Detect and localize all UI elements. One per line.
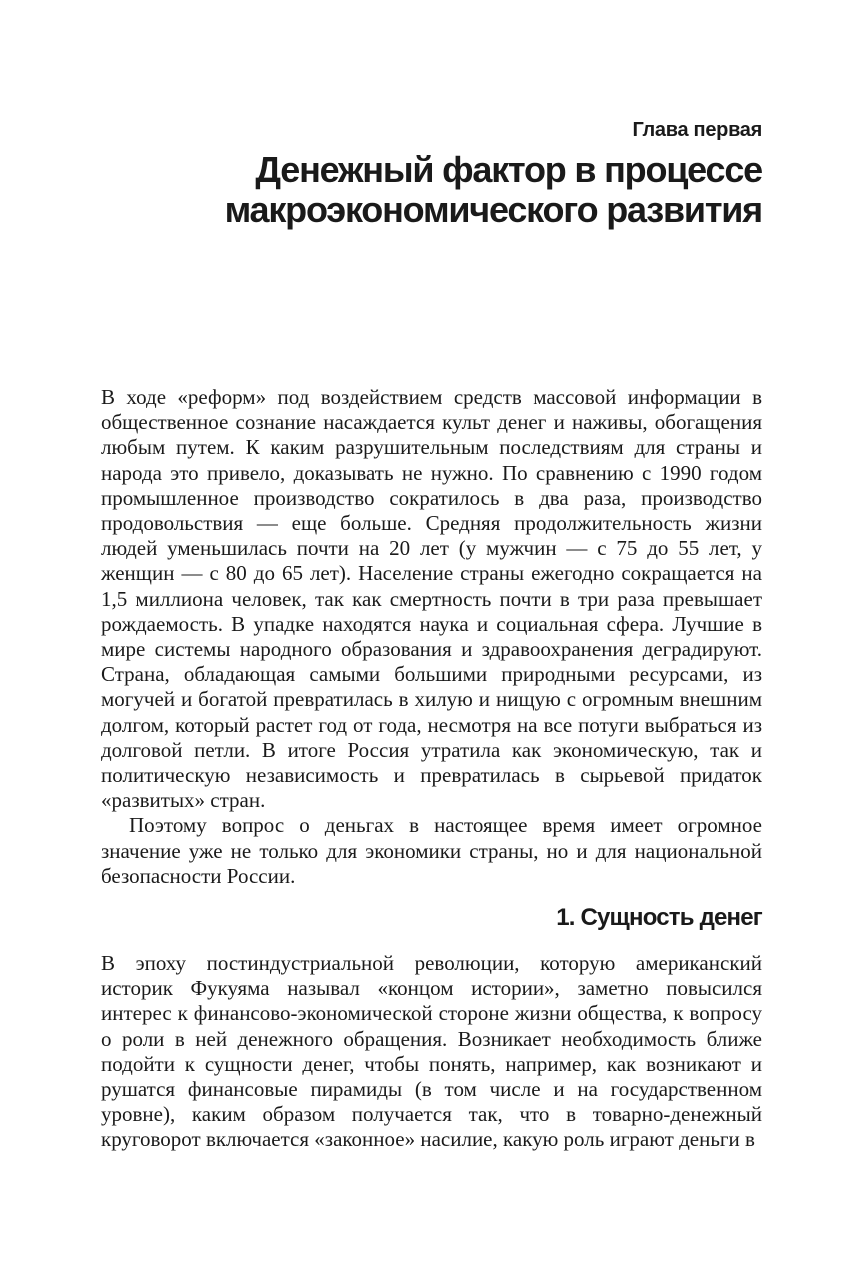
chapter-label: Глава первая [632, 119, 762, 141]
intro-text [101, 385, 762, 889]
chapter-header [225, 116, 762, 230]
intro-paragraph-1: В ходе «реформ» под воздействием средств массовой информации в общественное сознание насаждается культ денег и наживы, обогащения любым путем. К каким разрушительным последствиям для страны и народа это привело, доказывать не нужно. По сравнению с 1990 годом промышленное производство сократилось в два раза, производство продовольствия — еще больше. Средняя продолжительность жизни людей уменьшилась почти на 20 лет (у мужчин — с 75 до 55 лет, у женщин — с 80 до 65 лет). Население страны ежегодно сокращается на 1,5 миллиона человек, так как смертность почти в три раза превышает рождаемость. В упадке находятся наука и социальная сфера. Лучшие в мире системы народного образования и здравоохранения деградируют. Страна, обладающая самыми большими природными ресурсами, из могучей и богатой превратилась в хилую и нищую с огромным внешним долгом, который растет год от года, несмотря на все потуги выбраться из долговой петли. В итоге Россия утратила как экономическую, так и политическую независимость и превратилась в сырьевой придаток «развитых» стран. [101, 385, 762, 813]
intro-paragraph-2: Поэтому вопрос о деньгах в настоящее время имеет огромное значение уже не только для экономики страны, но и для национальной безопасности России. [101, 813, 762, 888]
section-text [101, 951, 762, 1153]
chapter-title [225, 150, 762, 230]
chapter-title-line-2: макроэкономического развития [224, 189, 762, 230]
section-paragraph-1: В эпоху постиндустриальной революции, которую американский историк Фукуяма называл «концом истории», заметно повысился интерес к финансово-экономической стороне жизни общества, к вопросу о роли в ней денежного обращения. Возникает необходимость ближе подойти к сущности денег, чтобы понять, например, как возникают и рушатся финансовые пирамиды (в том числе и на государственном уровне), каким образом получается так, что в товарно-денежный круговорот включается «законное» насилие, какую роль играют деньги в [101, 951, 762, 1152]
chapter-title-line-1: Денежный фактор в процессе [255, 149, 762, 190]
section-heading: 1. Сущность денег [556, 904, 762, 931]
